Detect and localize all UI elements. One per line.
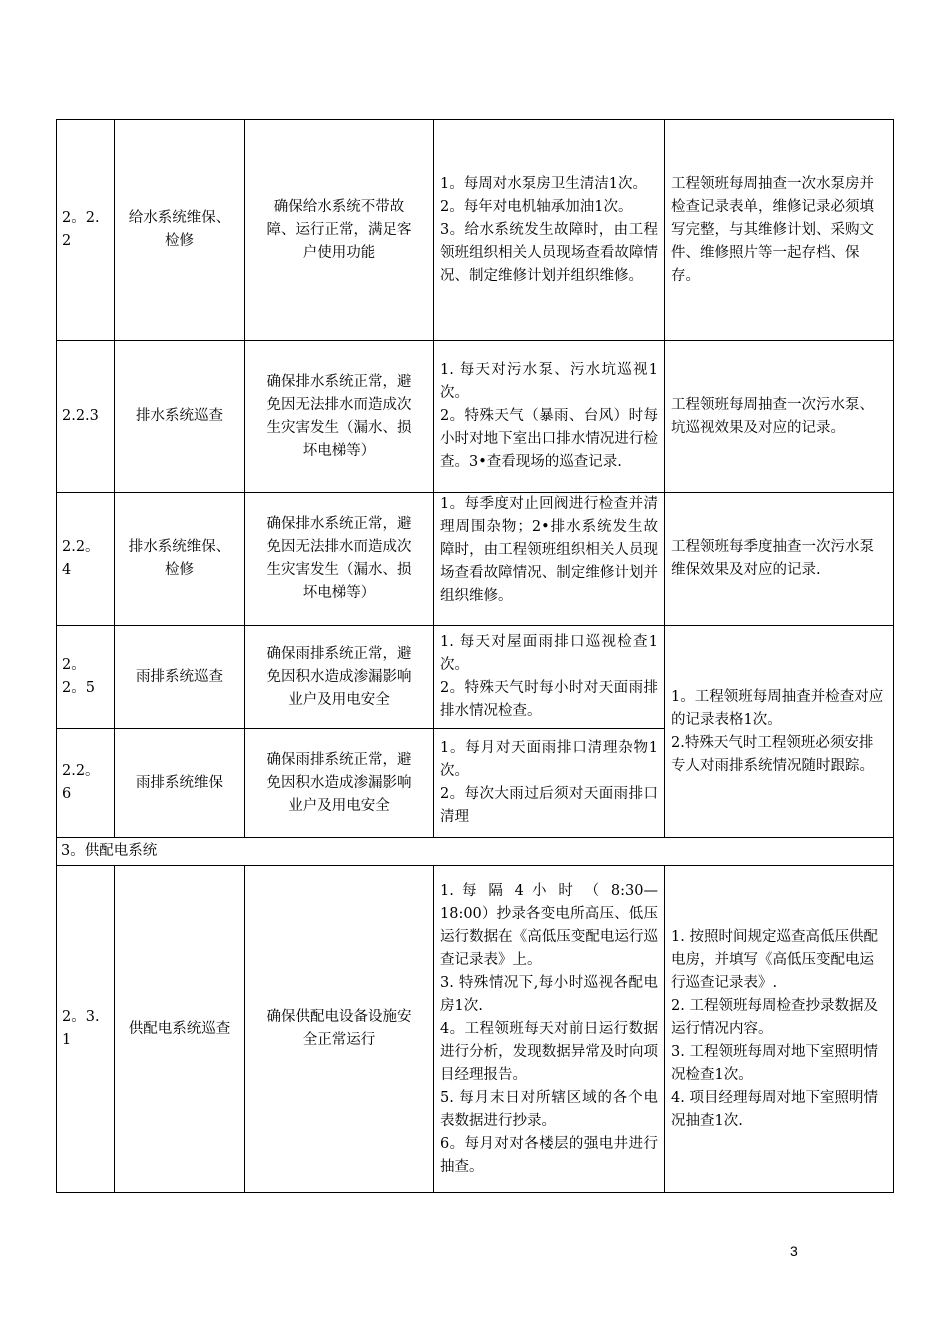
page-number: 3: [790, 1243, 798, 1259]
item-name: 雨排系统巡查: [115, 626, 245, 729]
item-content: [434, 120, 665, 341]
item-number: 2。 2。5: [57, 626, 115, 729]
item-goal: 确保排水系统正常，避 免因无法排水而造成次 生灾害发生（漏水、损 坏电梯等）: [245, 493, 434, 626]
item-number: 2.2。 4: [57, 493, 115, 626]
item-content-text: 1。每季度对止回阀进行检查并清理周围杂物；2•排水系统发生故障时，由工程领班组织相关人员现场查看故障情况、制定维修计划并组织维修。: [440, 496, 658, 604]
item-name: 雨排系统维保: [115, 729, 245, 838]
item-content-text: 1. 每 隔 4 小 时 （ 8:30—18:00）抄录各变电所高压、低压运行数据在《高低压变配电运行巡查记录表》上。 3. 特殊情况下,每小时巡视各配电房1次. 4。工程领班每天对前日运行数据进行分析，发现数据异常及时向项目经理报告。 5. 每月末日对所辖区域的各个电表数据进行抄录。 6。每月对对各楼层的强电井进行抽查。: [440, 882, 658, 1175]
item-name: 给水系统维保、 检修: [115, 120, 245, 341]
item-goal: 确保雨排系统正常，避 免因积水造成渗漏影响 业户及用电安全: [245, 729, 434, 838]
item-goal: 确保排水系统正常，避 免因无法排水而造成次 生灾害发生（漏水、损 坏电梯等）: [245, 341, 434, 493]
item-check: 1。工程领班每周抽査并检查对应的记录表格1次。 2.特殊天气时工程领班必须安排专人对雨排系统情况随时跟踪。: [665, 626, 894, 838]
item-number: 2.2。 6: [57, 729, 115, 838]
item-check: 1. 按照时间规定巡查高低压供配电房，并填写《高低压变配电运行巡查记录表》. 2. 工程领班每周检查抄录数据及运行情况内容。 3. 工程领班每周对地下室照明情况检查1次。 4. 项目经理每周对地下室照明情况抽查1次.: [665, 866, 894, 1193]
item-check: 工程领班每周抽查一次污水泵、坑巡视效果及对应的记录。: [665, 341, 894, 493]
item-goal: 确保雨排系统正常，避 免因积水造成渗漏影响 业户及用电安全: [245, 626, 434, 729]
item-goal: 确保给水系统不带故 障、运行正常，满足客 户使用功能: [245, 120, 434, 341]
item-check: 工程领班每季度抽查一次污水泵维保效果及对应的记录.: [665, 493, 894, 626]
maintenance-table: [56, 119, 894, 1193]
table-row: [57, 626, 894, 729]
item-content: [434, 866, 665, 1193]
item-content: [434, 341, 665, 493]
table-row: [57, 341, 894, 493]
section-row: [57, 838, 894, 866]
item-content-text: 1. 每天对污水泵、污水坑巡视1次。 2。特殊天气（暴雨、台风）时每小时对地下室出口排水情况进行检查。3•查看现场的巡查记录.: [440, 362, 658, 470]
table-row: [57, 493, 894, 626]
item-content: [434, 729, 665, 838]
item-check: 工程领班每周抽查一次水泵房并检查记录表单，维修记录必须填写完整，与其维修计划、采购文件、维修照片等一起存档、保存。: [665, 120, 894, 341]
item-content: [434, 626, 665, 729]
item-goal: 确保供配电设备设施安 全正常运行: [245, 866, 434, 1193]
item-name: 供配电系统巡查: [115, 866, 245, 1193]
item-name: 排水系统巡查: [115, 341, 245, 493]
item-number: 2.2.3: [57, 341, 115, 493]
item-number: 2。2. 2: [57, 120, 115, 341]
table-row: [57, 866, 894, 1193]
item-content: [434, 493, 665, 626]
item-number: 2。3. 1: [57, 866, 115, 1193]
section-heading: 3。供配电系统: [57, 838, 894, 866]
item-name: 排水系统维保、 检修: [115, 493, 245, 626]
item-content-text: 1. 每天对屋面雨排口巡视检查1次。 2。特殊天气时每小时对天面雨排排水情况检查。: [440, 634, 658, 719]
table-row: [57, 120, 894, 341]
item-content-text: 1。每月对天面雨排口清理杂物1次。 2。每次大雨过后须对天面雨排口清理: [440, 740, 658, 825]
item-content-text: 1。每周对水泵房卫生清洁1次。 2。每年对电机轴承加油1次。 3。给水系统发生故障时，由工程领班组织相关人员现场查看故障情况、制定维修计划并组织维修。: [440, 175, 658, 284]
